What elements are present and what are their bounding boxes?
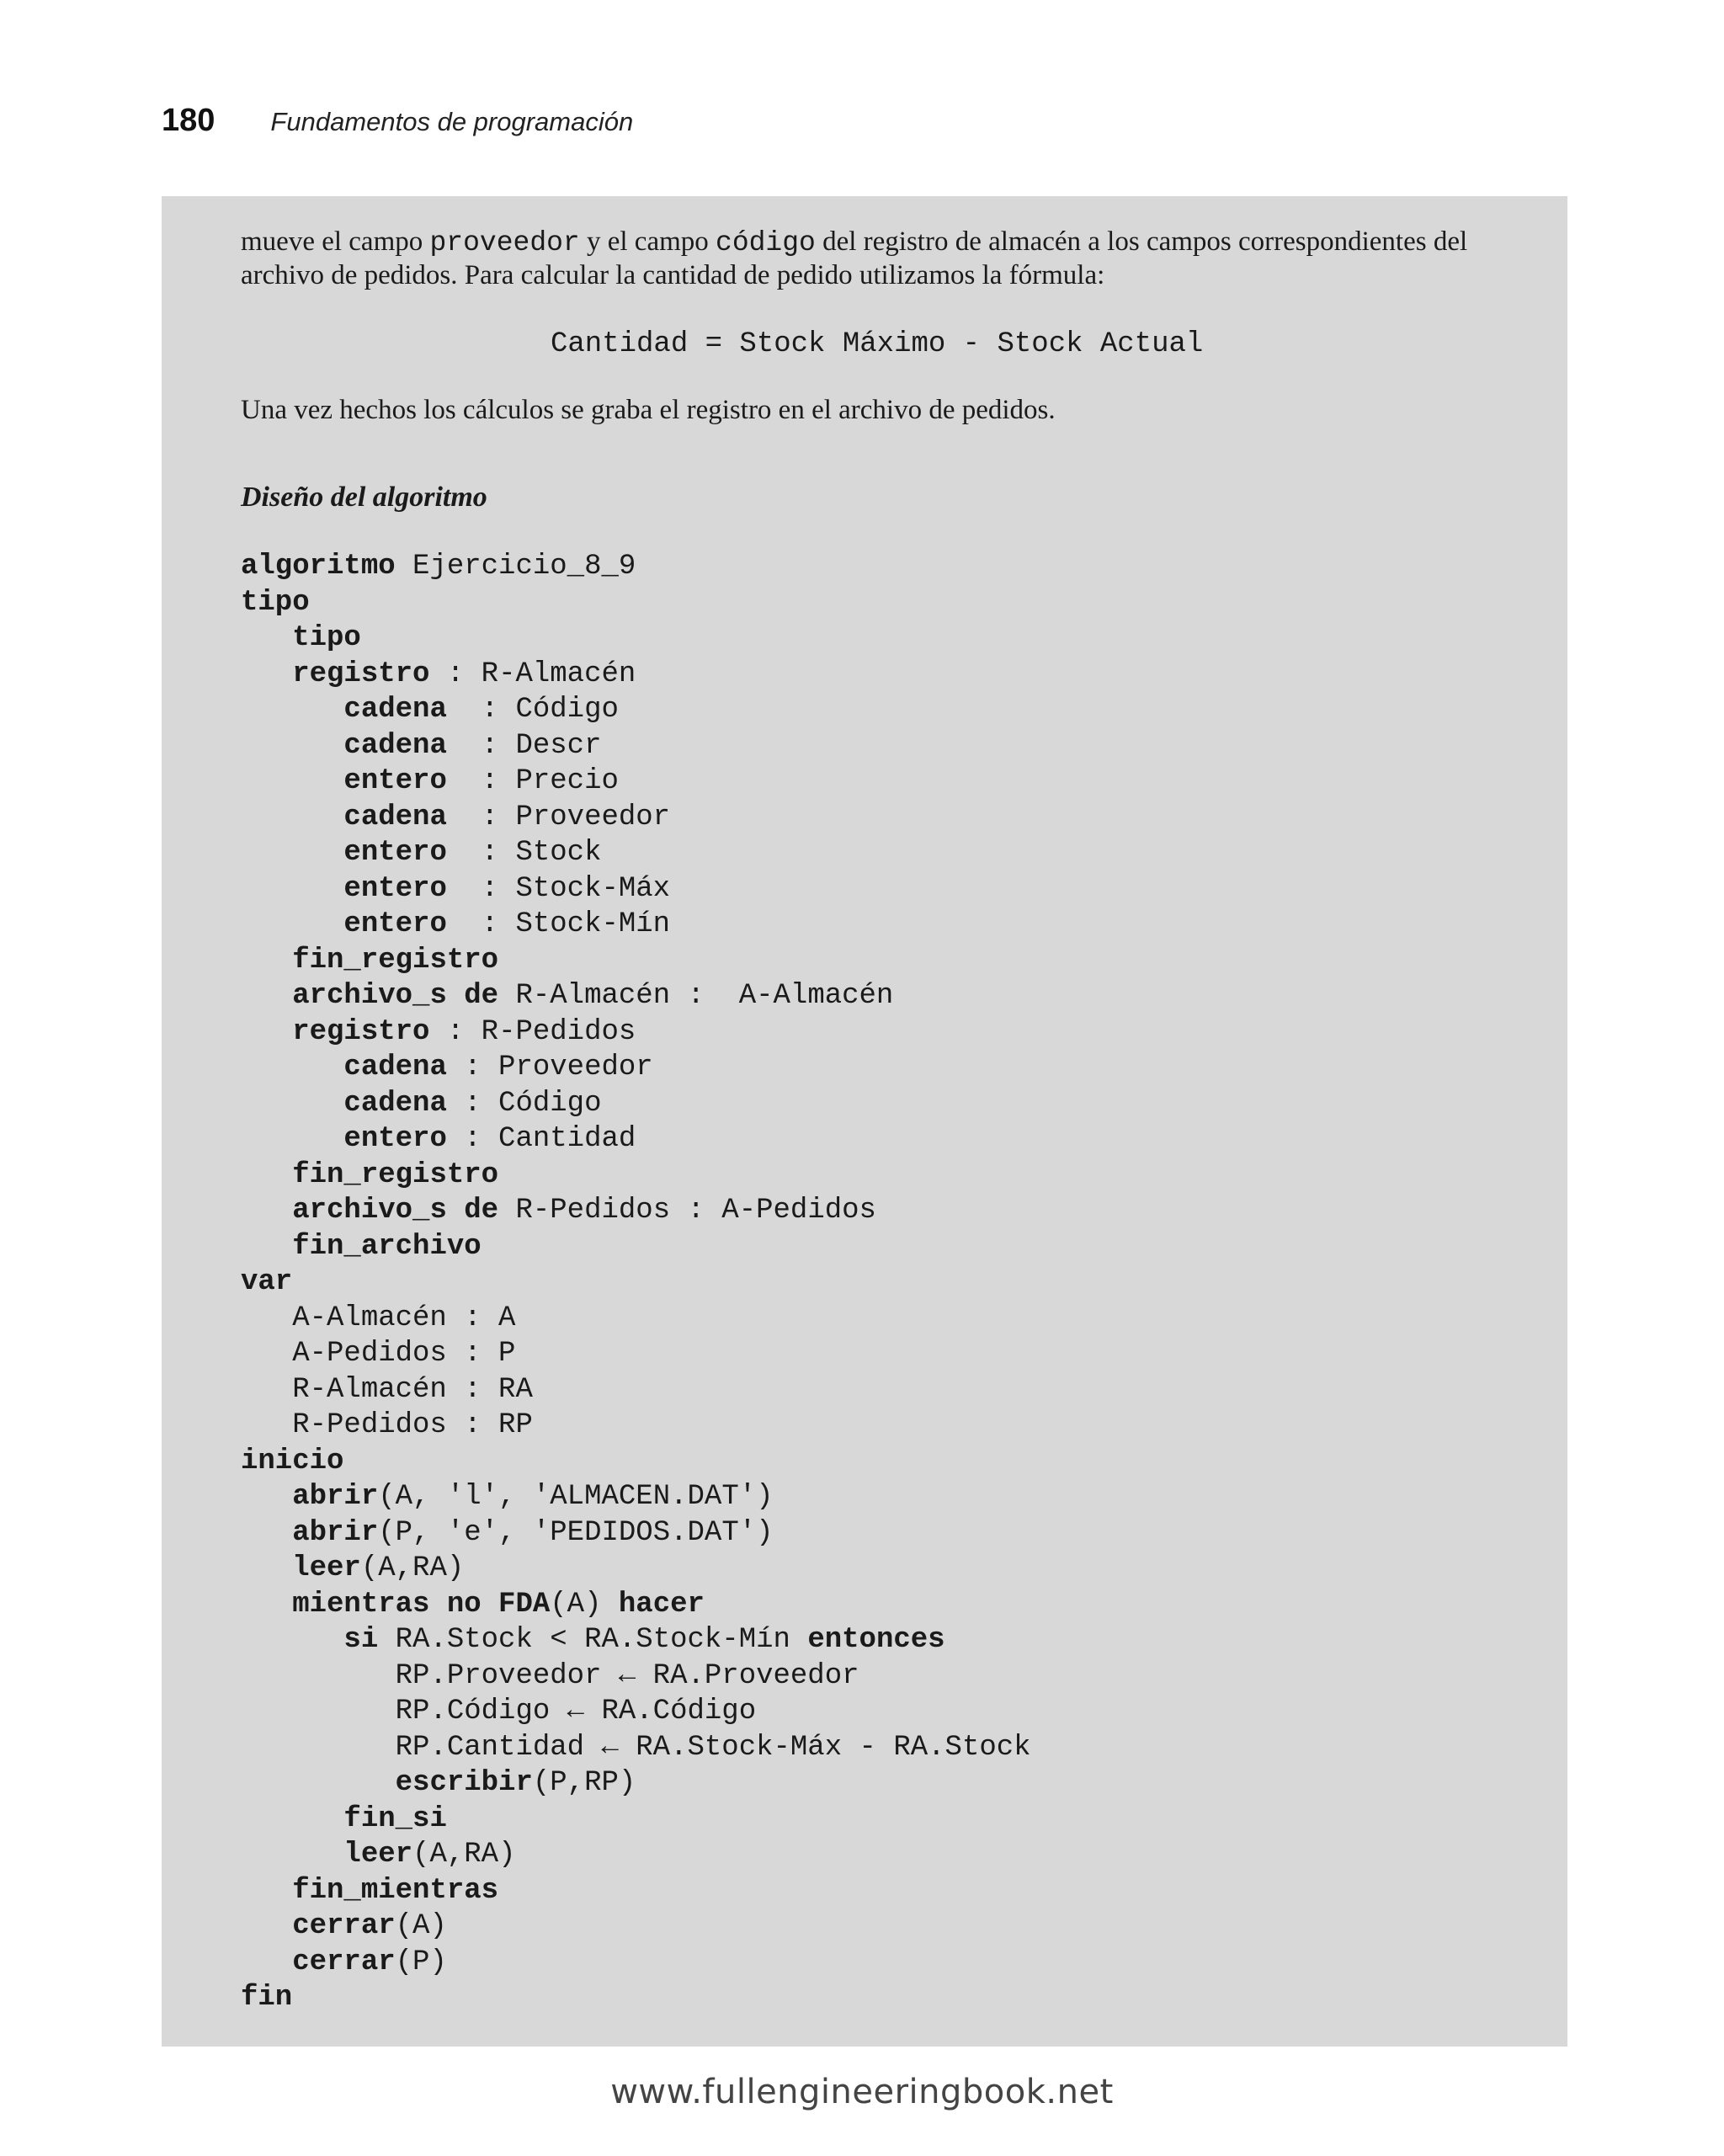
code-keyword: fin <box>241 1982 293 2014</box>
code-text: : Stock-Mín <box>446 908 671 940</box>
code-keyword: fin_mientras <box>292 1874 499 1907</box>
code-keyword: tipo <box>241 586 310 619</box>
code-line <box>241 1730 1537 1766</box>
code-line <box>241 1694 1537 1730</box>
code-line <box>241 1908 1537 1945</box>
code-text: RP.Proveedor ← RA.Proveedor <box>241 1659 859 1692</box>
code-text <box>241 980 292 1012</box>
code-line <box>241 1264 1537 1301</box>
code-line <box>241 1980 1537 2016</box>
code-keyword: fin_archivo <box>292 1230 482 1263</box>
code-keyword: fin_registro <box>292 944 499 977</box>
running-head <box>162 103 633 153</box>
code-line <box>241 1479 1537 1515</box>
code-text <box>241 1946 292 1978</box>
code-text: RP.Cantidad ← RA.Stock-Máx - RA.Stock <box>241 1731 1031 1764</box>
code-keyword: archivo_s de <box>292 1195 499 1227</box>
code-keyword: registro <box>292 657 430 690</box>
code-text <box>241 1159 292 1191</box>
code-text: (A, 'l', 'ALMACEN.DAT') <box>378 1481 774 1513</box>
code-text: : Cantidad <box>446 1123 636 1155</box>
code-line <box>241 1014 1537 1051</box>
code-text <box>241 1195 292 1227</box>
code-line <box>241 1515 1537 1552</box>
code-keyword: hacer <box>618 1588 705 1621</box>
code-text <box>241 765 343 797</box>
code-keyword: abrir <box>292 1516 379 1549</box>
formula: Cantidad = Stock Máximo - Stock Actual <box>551 328 1204 360</box>
code-keyword: cadena <box>343 801 447 833</box>
code-text: : R-Pedidos <box>429 1015 636 1048</box>
code-keyword: entero <box>343 1123 447 1155</box>
code-keyword: fin_si <box>343 1802 447 1835</box>
code-keyword: entero <box>343 765 447 797</box>
code-text: : Precio <box>446 765 619 797</box>
code-text <box>241 1552 292 1584</box>
code-line <box>241 1837 1537 1873</box>
code-keyword: escribir <box>395 1767 533 1799</box>
code-text: A-Pedidos : P <box>241 1338 516 1370</box>
code-text: RA.Stock < RA.Stock-Mín <box>378 1624 808 1656</box>
code-text <box>241 1767 396 1799</box>
code-line <box>241 1551 1537 1587</box>
intro-text-3: del registro de almacén a los campos correspondientes del archivo de pedidos. Para calcular la cantidad de pedido utilizamos la fórmula: <box>241 226 1468 290</box>
code-text: : Proveedor <box>446 1051 653 1083</box>
code-line <box>241 1945 1537 1981</box>
after-formula-paragraph: Una vez hechos los cálculos se graba el registro en el archivo de pedidos. <box>241 395 1056 425</box>
code-text <box>241 1517 292 1549</box>
code-text <box>241 837 343 869</box>
code-line <box>241 871 1537 908</box>
code-line <box>241 1050 1537 1086</box>
code-keyword: entero <box>343 837 447 869</box>
code-line <box>241 1301 1537 1337</box>
intro-text-2: y el campo <box>579 226 716 257</box>
book-title: Fundamentos de programación <box>270 107 634 136</box>
code-line <box>241 1121 1537 1158</box>
code-line <box>241 1444 1537 1480</box>
exercise-content <box>241 226 1537 2016</box>
code-text: A-Almacén : A <box>241 1302 516 1334</box>
code-keyword: mientras no FDA <box>292 1588 551 1621</box>
code-text: (A,RA) <box>412 1839 516 1871</box>
code-text <box>241 1051 343 1083</box>
code-keyword: var <box>241 1266 293 1298</box>
code-text: (A,RA) <box>360 1552 465 1584</box>
code-line <box>241 692 1537 728</box>
code-line <box>241 978 1537 1014</box>
code-text <box>241 1088 343 1120</box>
code-keyword: abrir <box>292 1481 379 1513</box>
code-text: : Stock-Máx <box>446 872 671 905</box>
code-line <box>241 1622 1537 1658</box>
code-text <box>241 1875 292 1907</box>
code-line <box>241 1587 1537 1623</box>
section-heading: Diseño del algoritmo <box>241 482 487 513</box>
code-keyword: entero <box>343 872 447 905</box>
code-keyword: entero <box>343 908 447 940</box>
code-line <box>241 1229 1537 1265</box>
code-text <box>241 1589 292 1621</box>
code-line <box>241 800 1537 836</box>
code-line <box>241 1193 1537 1229</box>
code-keyword: cadena <box>343 1051 447 1083</box>
code-text <box>241 1231 292 1263</box>
code-keyword: cadena <box>343 1087 447 1120</box>
code-text: (A) <box>395 1910 447 1942</box>
intro-code-codigo: código <box>716 227 816 258</box>
intro-text-1: mueve el campo <box>241 226 430 257</box>
code-text: R-Pedidos : RP <box>241 1409 533 1441</box>
code-text <box>241 873 343 905</box>
code-line <box>241 835 1537 871</box>
code-text: : Stock <box>446 837 602 869</box>
intro-paragraph <box>241 226 1537 291</box>
code-keyword: leer <box>292 1552 361 1584</box>
code-text: Ejercicio_8_9 <box>395 551 636 583</box>
code-text <box>241 1839 343 1871</box>
code-keyword: cadena <box>343 694 447 726</box>
code-text: : Descr <box>446 729 602 762</box>
code-keyword: algoritmo <box>241 551 396 583</box>
code-text <box>241 1016 292 1048</box>
code-line <box>241 1658 1537 1695</box>
code-line <box>241 585 1537 621</box>
code-keyword: entonces <box>807 1624 945 1656</box>
code-keyword: cerrar <box>292 1910 396 1942</box>
code-keyword: leer <box>343 1839 413 1871</box>
code-keyword: tipo <box>292 622 361 654</box>
code-text: : Código <box>446 1087 602 1120</box>
code-text <box>241 908 343 940</box>
code-keyword: cadena <box>343 729 447 762</box>
code-line <box>241 764 1537 800</box>
code-line <box>241 1086 1537 1122</box>
code-text <box>241 730 343 762</box>
algorithm-code-block <box>241 549 1537 2016</box>
code-keyword: registro <box>292 1015 430 1048</box>
code-text <box>241 1624 343 1656</box>
code-text <box>241 658 292 690</box>
code-text: (A) <box>550 1588 619 1621</box>
code-text: (P, 'e', 'PEDIDOS.DAT') <box>378 1516 774 1549</box>
code-line <box>241 657 1537 693</box>
code-text: : Proveedor <box>446 801 671 833</box>
code-text: (P) <box>395 1946 447 1978</box>
code-text: : R-Almacén <box>429 657 636 690</box>
code-line <box>241 1765 1537 1802</box>
code-text: R-Pedidos : A-Pedidos <box>498 1195 876 1227</box>
code-text: RP.Código ← RA.Código <box>241 1696 757 1727</box>
intro-code-proveedor: proveedor <box>429 227 580 258</box>
code-text: R-Almacén : RA <box>241 1373 533 1406</box>
code-text <box>241 622 292 654</box>
code-line <box>241 1158 1537 1194</box>
code-line <box>241 943 1537 979</box>
code-keyword: inicio <box>241 1445 344 1477</box>
exercise-box <box>162 196 1567 2047</box>
code-text <box>241 1910 292 1942</box>
code-line <box>241 1372 1537 1408</box>
code-line <box>241 620 1537 657</box>
code-line <box>241 1873 1537 1909</box>
code-text: : Código <box>446 694 619 726</box>
code-line <box>241 1408 1537 1444</box>
code-text <box>241 801 343 833</box>
page-number: 180 <box>162 103 216 138</box>
code-line <box>241 907 1537 943</box>
code-text <box>241 1803 343 1835</box>
code-text: (P,RP) <box>532 1767 636 1799</box>
code-keyword: archivo_s de <box>292 980 499 1012</box>
code-text <box>241 1123 343 1155</box>
code-line <box>241 728 1537 764</box>
code-line <box>241 1802 1537 1838</box>
code-line <box>241 1336 1537 1372</box>
code-text: R-Almacén : A-Almacén <box>498 980 894 1012</box>
code-keyword: cerrar <box>292 1946 396 1978</box>
code-text <box>241 945 292 977</box>
code-keyword: fin_registro <box>292 1158 499 1191</box>
code-text <box>241 1481 292 1513</box>
footer-url: www.fullengineeringbook.net <box>610 2073 1114 2111</box>
code-line <box>241 549 1537 585</box>
code-text <box>241 694 343 726</box>
code-keyword: si <box>343 1624 379 1656</box>
